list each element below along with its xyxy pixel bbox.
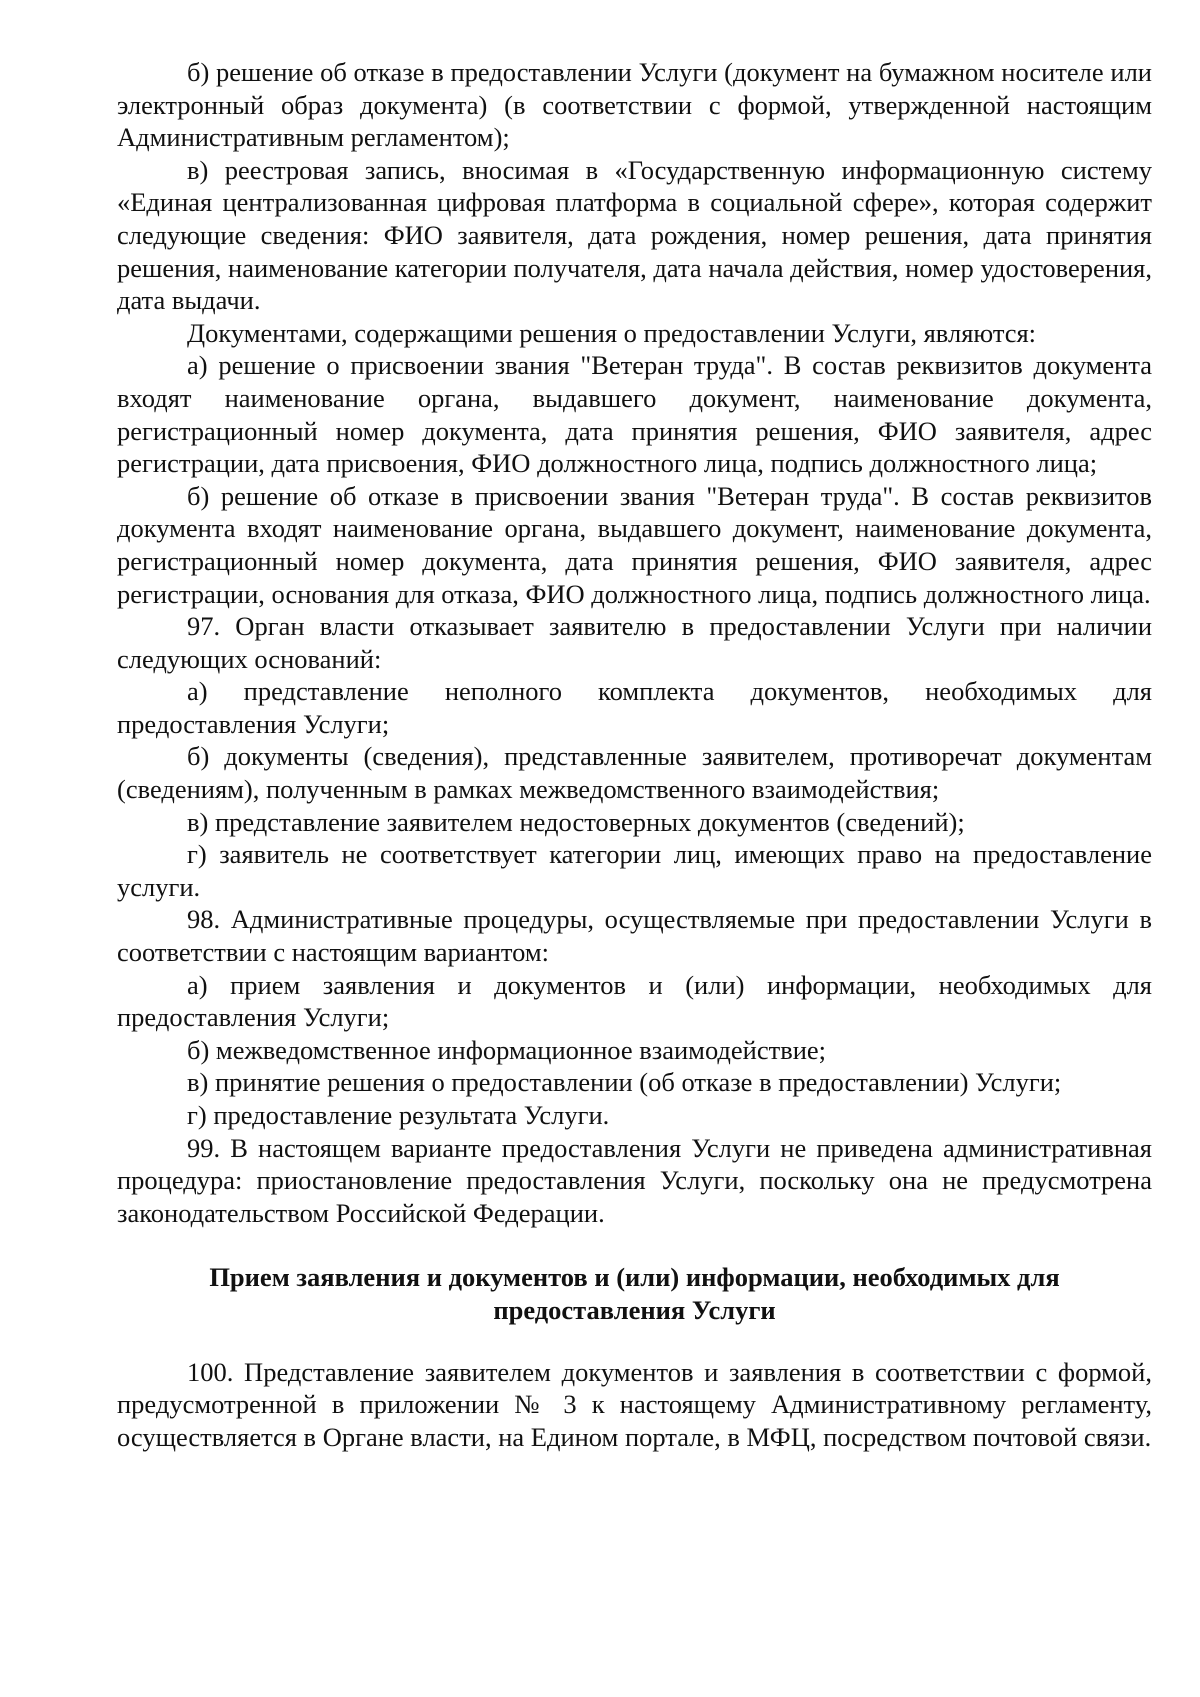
paragraph-97-b: б) документы (сведения), представленные заявителем, противоречат документам (сведениям), полученным в рамках межведомственного взаимодействия; (117, 741, 1152, 805)
paragraph-98: 98. Административные процедуры, осуществляемые при предоставлении Услуги в соответствии с настоящим вариантом: (117, 904, 1152, 968)
paragraph-97-a: а) представление неполного комплекта документов, необходимых для предоставления Услуги; (117, 676, 1152, 739)
paragraph-100: 100. Представление заявителем документов и заявления в соответствии с формой, предусмотренной в приложении № 3 к настоящему Административному регламенту, осуществляется в Органе власти, на Едином портале, в МФЦ, посредством почтовой связи. (117, 1356, 1152, 1452)
paragraph-decision-b: б) решение об отказе в присвоении звания "Ветеран труда". В состав реквизитов документа входят наименование органа, выдавшего документ, наименование документа, регистрационный номер документа, дата принятия решения, ФИО заявителя, адрес регистрации, основания для отказа, ФИО должностного лица, подпись должностного лица. (117, 480, 1152, 609)
paragraph-97-v: в) представление заявителем недостоверных документов (сведений); (187, 806, 965, 837)
document-page (117, 56, 1152, 1453)
section-heading-line-2: предоставления Услуги (493, 1294, 776, 1325)
paragraph-decision-documents-intro: Документами, содержащими решения о предоставлении Услуги, являются: (187, 317, 1037, 348)
paragraph-97-g: г) заявитель не соответствует категории лиц, имеющих право на предоставление услуги. (117, 839, 1152, 902)
paragraph-98-b: б) межведомственное информационное взаимодействие; (187, 1034, 827, 1065)
paragraph-99: 99. В настоящем варианте предоставления Услуги не приведена административная процедура: приостановление предоставления Услуги, поскольку она не предусмотрена законодательством Российской Федерации. (117, 1132, 1152, 1228)
paragraph-98-v: в) принятие решения о предоставлении (об отказе в предоставлении) Услуги; (187, 1067, 1062, 1098)
section-heading-line-1: Прием заявления и документов и (или) информации, необходимых для (209, 1262, 1060, 1293)
paragraph-98-g: г) предоставление результата Услуги. (187, 1100, 610, 1130)
paragraph-97: 97. Орган власти отказывает заявителю в предоставлении Услуги при наличии следующих оснований: (117, 611, 1152, 674)
paragraph-decision-a: а) решение о присвоении звания "Ветеран труда". В состав реквизитов документа входят наименование органа, выдавшего документ, наименование документа, регистрационный номер документа, дата принятия решения, ФИО заявителя, адрес регистрации, дата присвоения, ФИО должностного лица, подпись должностного лица; (117, 350, 1152, 479)
section-heading (117, 1261, 1152, 1326)
paragraph-result-b: б) решение об отказе в предоставлении Услуги (документ на бумажном носителе или электронный образ документа) (в соответствии с формой, утвержденной настоящим Административным регламентом); (117, 57, 1152, 153)
paragraph-98-a: а) прием заявления и документов и (или) информации, необходимых для предоставления Услуги; (117, 969, 1152, 1033)
paragraph-result-v: в) реестровая запись, вносимая в «Государственную информационную систему «Единая централизованная цифровая платформа в социальной сфере», которая содержит следующие сведения: ФИО заявителя, дата рождения, номер решения, дата принятия решения, наименование категории получателя, дата начала действия, номер удостоверения, дата выдачи. (117, 154, 1152, 316)
